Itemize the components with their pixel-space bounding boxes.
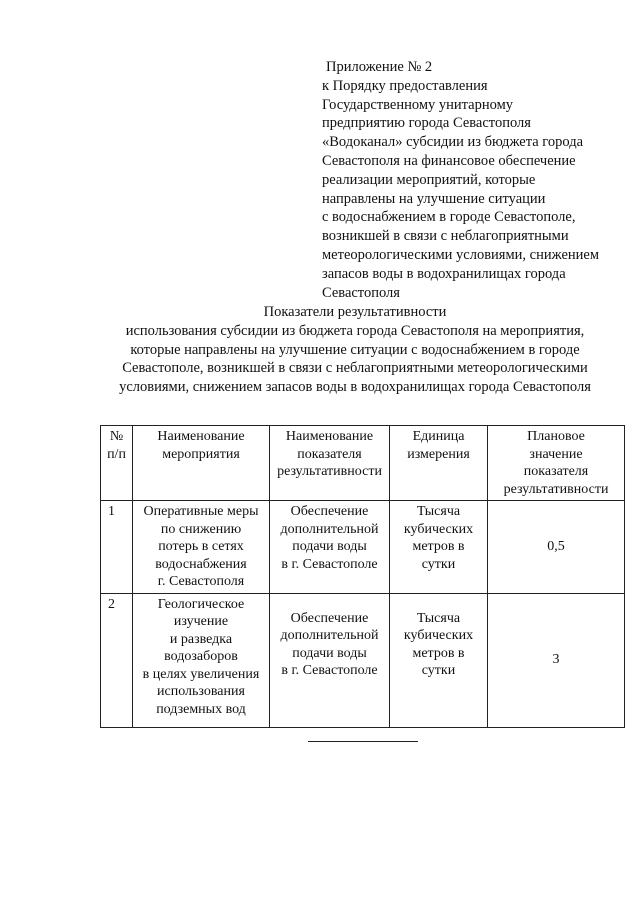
header-text: мероприятия <box>162 446 240 462</box>
appendix-line: направлены на улучшение ситуации <box>322 190 546 207</box>
cell-line: кубических <box>403 521 474 537</box>
header-planned-value <box>488 426 625 501</box>
header-text: показателя <box>297 446 362 462</box>
cell-line: Геологическое <box>157 596 245 612</box>
document-title-line: Севастополе, возникшей в связи с неблагоприятными метеорологическими <box>122 360 588 377</box>
cell-line: водозаборов <box>164 649 238 664</box>
cell-line: кубических <box>403 628 474 643</box>
planned-value-cell: 3 <box>488 593 625 727</box>
cell-line: водоснабжения <box>155 556 247 572</box>
document-title-line: Показатели результативности <box>263 304 447 320</box>
cell-line: сутки <box>421 556 456 572</box>
end-divider-line <box>308 741 418 742</box>
header-text: показателя <box>523 464 589 479</box>
header-text: Единица <box>412 429 465 444</box>
header-text: Наименование <box>157 429 245 444</box>
cell-line: использования <box>157 684 245 699</box>
table-header-row <box>101 426 625 501</box>
table-row <box>101 593 625 727</box>
header-event-name <box>133 426 270 501</box>
appendix-line: предприятию города Севастополя <box>322 115 531 132</box>
document-title-line: условиями, снижением запасов воды в водохранилищах города Севастополя <box>119 379 591 396</box>
header-text: п/п <box>107 446 126 462</box>
table-row <box>101 501 625 594</box>
cell-line: в г. Севастополе <box>281 556 378 572</box>
cell-line: Обеспечение <box>290 610 369 626</box>
header-text: результативности <box>503 481 609 497</box>
appendix-line: запасов воды в водохранилищах города <box>322 265 566 282</box>
cell-line: Обеспечение <box>290 504 369 519</box>
indicators-table <box>100 425 625 728</box>
cell-line: Тысяча <box>416 610 461 626</box>
appendix-line: Севастополя <box>322 284 400 301</box>
cell-line: в г. Севастополе <box>281 663 378 678</box>
appendix-block <box>322 58 627 302</box>
event-name-cell <box>133 593 270 727</box>
header-indicator-name <box>270 426 390 501</box>
appendix-line: возникшей в связи с неблагоприятными <box>322 228 569 245</box>
cell-line: г. Севастополя <box>157 574 245 589</box>
indicator-name-cell <box>270 593 390 727</box>
cell-line: подземных вод <box>156 701 246 717</box>
indicator-name-cell <box>270 501 390 594</box>
appendix-line: Севастополя на финансовое обеспечение <box>322 152 576 169</box>
row-number: 1 <box>101 501 133 594</box>
document-title <box>90 303 620 397</box>
header-text: значение <box>529 446 583 462</box>
cell-line: подачи воды <box>292 645 367 661</box>
appendix-line: «Водоканал» субсидии из бюджета города <box>322 134 584 151</box>
appendix-line: с водоснабжением в городе Севастополе, <box>322 209 576 226</box>
cell-line: дополнительной <box>280 521 379 537</box>
header-unit <box>390 426 488 501</box>
document-title-line: которые направлены на улучшение ситуации с водоснабжением в городе <box>130 341 580 358</box>
header-text: результативности <box>277 464 382 479</box>
header-text: измерения <box>407 446 470 462</box>
cell-line: сутки <box>421 663 456 678</box>
appendix-line: метеорологическими условиями, снижением <box>322 246 600 263</box>
cell-line: метров в <box>412 539 465 554</box>
cell-line: по снижению <box>160 521 242 537</box>
appendix-line: к Порядку предоставления <box>322 77 488 94</box>
cell-line: дополнительной <box>280 628 379 643</box>
cell-line: потерь в сетях <box>158 539 244 554</box>
cell-line: в целях увеличения <box>142 666 260 682</box>
appendix-line: Государственному унитарному <box>322 96 514 113</box>
header-text: Наименование <box>285 429 374 444</box>
appendix-title: Приложение № 2 <box>326 59 433 75</box>
header-number <box>101 426 133 501</box>
unit-cell <box>390 501 488 594</box>
event-name-cell <box>133 501 270 594</box>
header-text: № <box>109 429 124 444</box>
cell-line: Оперативные меры <box>143 504 259 519</box>
cell-line: изучение <box>173 614 229 629</box>
unit-cell <box>390 593 488 727</box>
cell-line: метров в <box>412 645 465 661</box>
planned-value-cell: 0,5 <box>488 501 625 594</box>
cell-line: Тысяча <box>416 504 461 519</box>
cell-line: подачи воды <box>292 539 367 554</box>
header-text: Плановое <box>527 429 585 444</box>
appendix-line: реализации мероприятий, которые <box>322 171 536 188</box>
document-title-line: использования субсидии из бюджета города Севастополя на мероприятия, <box>125 322 585 339</box>
cell-line: и разведка <box>169 631 233 647</box>
row-number: 2 <box>101 593 133 727</box>
